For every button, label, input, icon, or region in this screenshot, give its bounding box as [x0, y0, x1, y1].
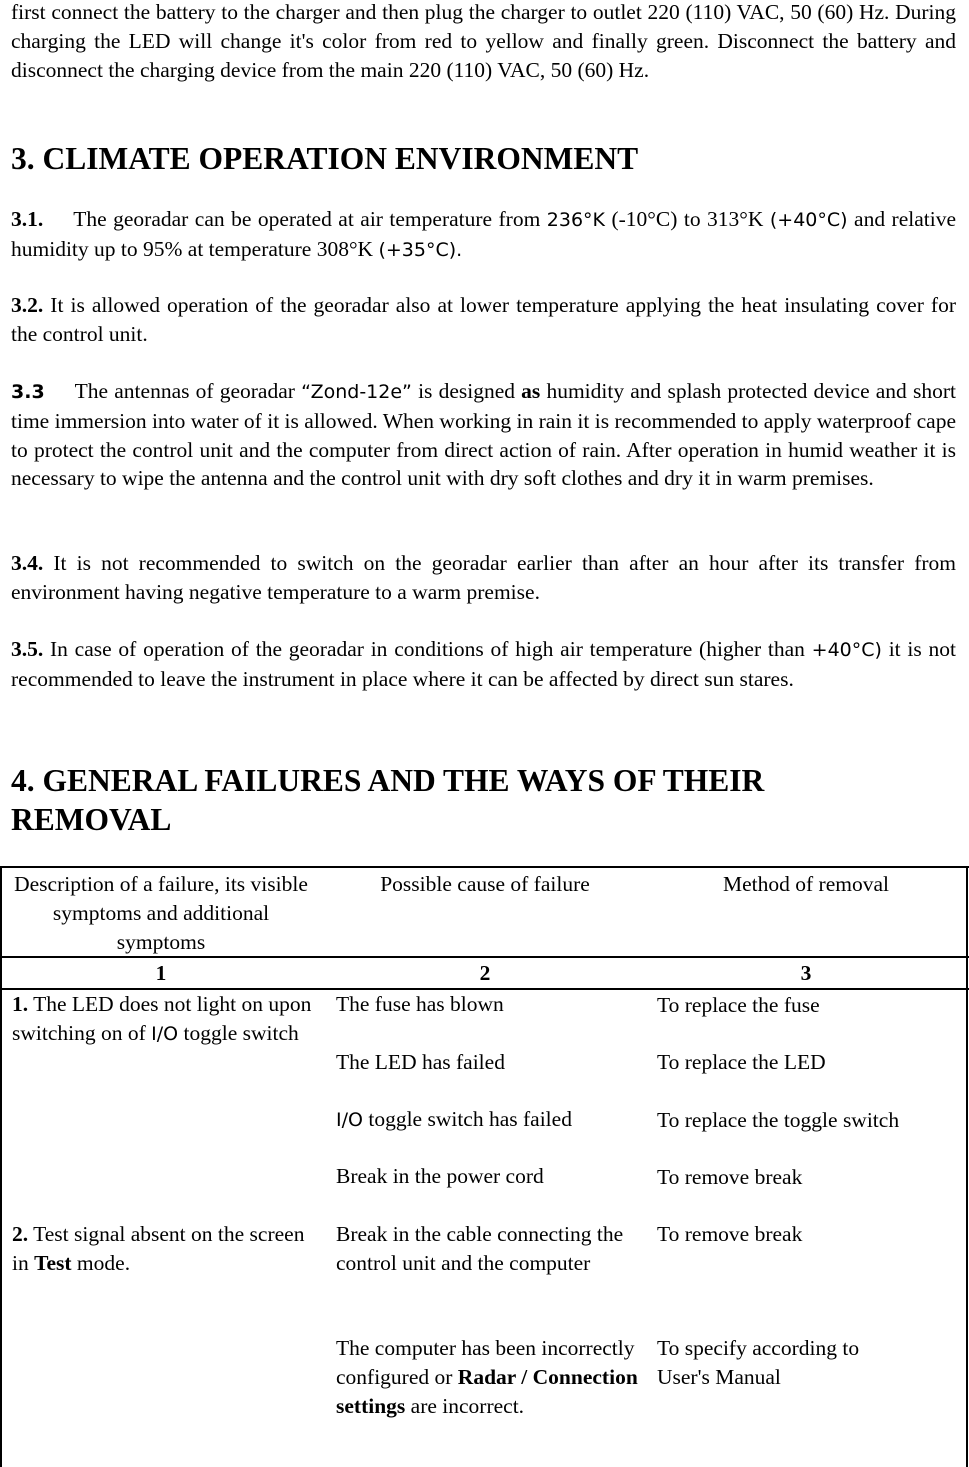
- table-right-border: [966, 867, 968, 1467]
- table-top-border: [0, 866, 969, 868]
- section-4-heading-line1: 4. GENERAL FAILURES AND THE WAYS OF THEIR: [11, 763, 765, 798]
- paragraph-3-3: [11, 377, 956, 493]
- paragraph-3-4-text: It is not recommended to switch on the georadar earlier than after an hour after its transfer from environment having negative temperature to a warm premise.: [11, 551, 956, 604]
- paragraph-3-5-text-a: In case of operation of the georadar in conditions of high air temperature (higher than: [43, 637, 812, 661]
- paragraph-3-2-number: 3.2.: [11, 293, 44, 317]
- row2-desc-bold: Test: [34, 1250, 72, 1275]
- paragraph-3-1: [11, 205, 956, 265]
- row1-method-4: To remove break: [657, 1165, 803, 1189]
- row1-cause-3-text: toggle switch has failed: [362, 1107, 572, 1131]
- row1-cause-1: The fuse has blown: [336, 992, 504, 1016]
- row1-desc-io: I/O: [151, 1022, 179, 1045]
- row1-desc-text-b: toggle switch: [178, 1020, 299, 1045]
- row2-cause-2: [336, 1334, 641, 1420]
- row1-method-1: To replace the fuse: [657, 993, 820, 1017]
- row2-desc-text-b: mode.: [71, 1250, 131, 1275]
- row1-cause-3: [336, 1105, 641, 1135]
- paragraph-3-3-text-c: humidity and splash protected device and short time immersion into water of it is allowed. When working in rain it is recommended to apply waterproof cape to protect the control unit and the computer from direct action of rain. After operation in humid weather it is necessary to wipe the antenna and the control unit with dry soft clothes and dry it in warm premises.: [11, 379, 956, 491]
- paragraph-3-5-number: 3.5.: [11, 637, 44, 661]
- paragraph-3-3-number: 3.3: [11, 381, 45, 403]
- paragraph-3-3-text-b: is designed: [411, 379, 522, 403]
- row2-number: 2.: [12, 1222, 29, 1246]
- table-left-border: [0, 867, 2, 1467]
- paragraph-3-1-number: 3.1.: [11, 207, 44, 231]
- product-name: “Zond-12e”: [301, 381, 412, 403]
- paragraph-3-4-number: 3.4.: [11, 551, 44, 575]
- paragraph-3-2-text: It is allowed operation of the georadar also at lower temperature applying the heat insulating cover for the control unit.: [11, 293, 956, 346]
- column-number-2: 2: [479, 961, 491, 985]
- header-cause: Possible cause of failure: [380, 872, 590, 896]
- paragraph-3-1-text-a: The georadar can be operated at air temperature from: [73, 207, 547, 231]
- paragraph-3-1-text-b: (-10°C) to 313°K: [605, 207, 770, 231]
- row1-cause-2: The LED has failed: [336, 1050, 505, 1074]
- paragraph-3-1-text-c: and relative humidity up to 95% at temperature 308°K: [11, 207, 956, 261]
- row1-method-3: To replace the toggle switch: [657, 1108, 900, 1132]
- paragraph-3-5-text-b: it is not recommended to leave the instrument in place where it can be affected by direct sun stares.: [11, 637, 956, 691]
- header-description: Description of a failure, its visible symptoms and additional symptoms: [14, 872, 308, 954]
- row1-method-2: To replace the LED: [657, 1050, 826, 1074]
- intro-paragraph: first connect the battery to the charger and then plug the charger to outlet 220 (110) VAC, 50 (60) Hz. During charging the LED will change it's color from red to yellow and finally green. Disconnect the battery and disconnect the charging device from the main 220 (110) VAC, 50 (60) Hz.: [11, 0, 956, 82]
- row1-description: [12, 990, 312, 1049]
- row1-number: 1.: [12, 992, 29, 1016]
- row2-method-1: To remove break: [657, 1222, 803, 1246]
- section-3-heading: 3. CLIMATE OPERATION ENVIRONMENT: [11, 141, 639, 176]
- row2-cause-2-bold: Radar / Connection settings: [336, 1364, 638, 1418]
- header-method: Method of removal: [723, 872, 889, 896]
- temp-value-humidity: (+35°C).: [378, 238, 463, 261]
- row2-cause-1: Break in the cable connecting the control unit and the computer: [336, 1222, 624, 1275]
- temp-value-high: (+40°C): [769, 209, 848, 231]
- row2-description: [12, 1220, 312, 1278]
- column-number-3: 3: [800, 961, 812, 985]
- paragraph-3-4: [11, 549, 956, 607]
- row2-method-2: To specify according to User's Manual: [657, 1336, 860, 1389]
- row2-cause-2-text-b: are incorrect.: [405, 1393, 525, 1418]
- paragraph-3-3-bold: as: [521, 379, 541, 403]
- row1-cause-4: Break in the power cord: [336, 1164, 544, 1188]
- temp-value-limit: +40°C): [811, 639, 882, 661]
- row2-desc-text-a: Test signal absent on the screen in: [12, 1222, 305, 1275]
- paragraph-3-3-text-a: The antennas of georadar: [74, 379, 302, 403]
- row1-desc-text-a: The LED does not light on upon switching on of: [12, 992, 312, 1045]
- temp-value-low: 236°K: [546, 209, 606, 231]
- row2-cause-2-text-a: The computer has been incorrectly configured or: [336, 1336, 635, 1389]
- column-number-1: 1: [155, 961, 167, 985]
- paragraph-3-2: [11, 291, 956, 349]
- paragraph-3-5: [11, 635, 956, 694]
- row1-cause-io: I/O: [336, 1109, 363, 1131]
- section-4-heading-line2: REMOVAL: [11, 802, 172, 837]
